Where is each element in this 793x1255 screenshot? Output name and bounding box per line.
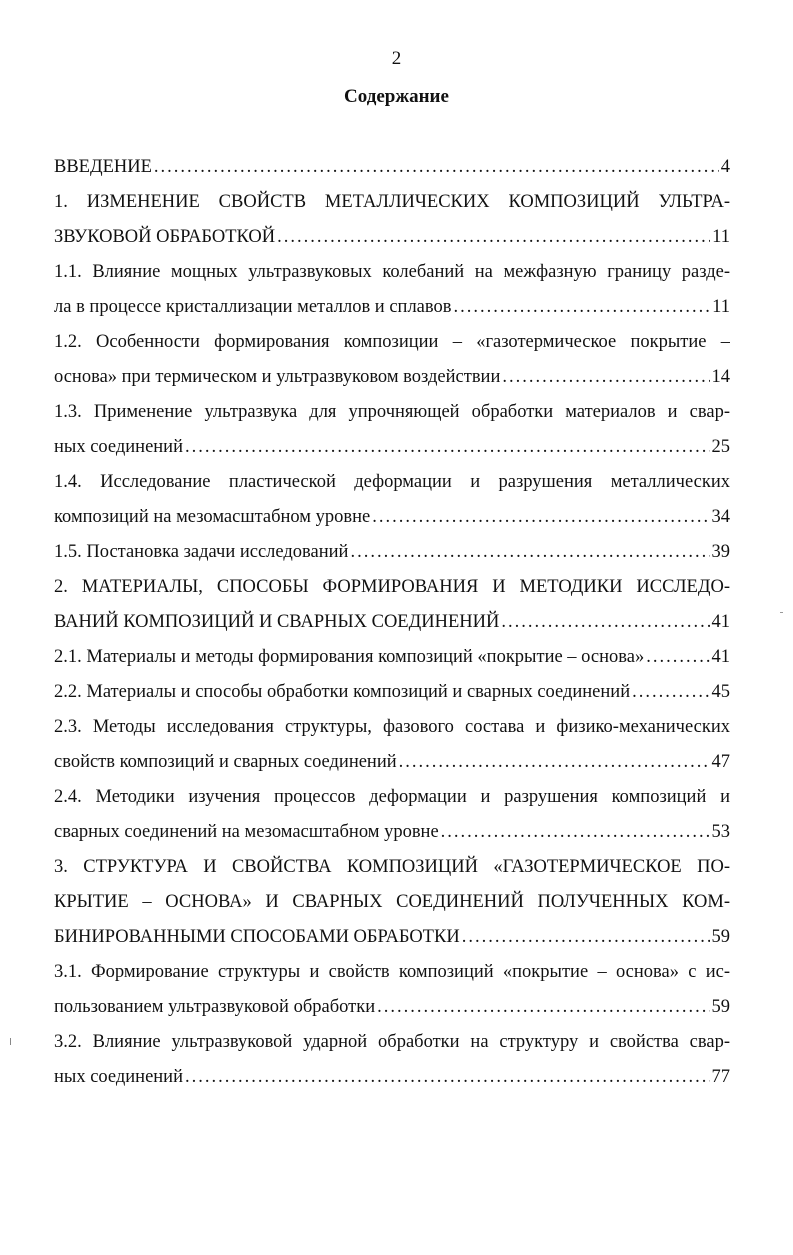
- dot-leader: [632, 675, 709, 710]
- toc-entry-page-number: 11: [712, 227, 730, 247]
- dot-leader: [277, 220, 710, 255]
- toc-entry[interactable]: [54, 850, 730, 955]
- toc-entry-leader-line: [54, 675, 730, 710]
- toc-entry-text: свойств композиций и сварных соединений: [54, 752, 397, 772]
- toc-entry-line: 1.3. Применение ультразвука для упрочняющей обработки материалов и свар-: [54, 402, 730, 422]
- toc-entry-page-number: 41: [711, 647, 730, 667]
- dot-leader: [501, 605, 709, 640]
- scan-artifact: [10, 1038, 11, 1045]
- toc-entry-leader-line: [54, 500, 730, 535]
- toc-entry-page-number: 39: [711, 542, 730, 562]
- dot-leader: [350, 535, 709, 570]
- toc-entry[interactable]: [54, 675, 730, 710]
- toc-entry[interactable]: [54, 570, 730, 640]
- dot-leader: [377, 990, 709, 1025]
- toc-entry-line: 1.2. Особенности формирования композиции – «газотермическое покрытие –: [54, 332, 730, 352]
- dot-leader: [502, 360, 709, 395]
- toc-entry-leader-line: [54, 290, 730, 325]
- dot-leader: [462, 920, 710, 955]
- dot-leader: [441, 815, 710, 850]
- toc-entry-text: 2.2. Материалы и способы обработки композиций и сварных соединений: [54, 682, 631, 702]
- dot-leader: [399, 745, 710, 780]
- toc-entry[interactable]: [54, 150, 730, 185]
- toc-entry-page-number: 41: [711, 612, 730, 632]
- toc-entry-text: ВВЕДЕНИЕ: [54, 157, 152, 177]
- table-of-contents: [54, 150, 730, 1095]
- toc-entry-leader-line: [54, 360, 730, 395]
- toc-entry-text: пользованием ультразвуковой обработки: [54, 997, 376, 1017]
- toc-entry[interactable]: [54, 1025, 730, 1095]
- toc-entry-line: КРЫТИЕ – ОСНОВА» И СВАРНЫХ СОЕДИНЕНИЙ ПОЛУЧЕННЫХ КОМ-: [54, 892, 730, 912]
- toc-entry[interactable]: [54, 255, 730, 325]
- toc-entry[interactable]: [54, 535, 730, 570]
- toc-entry-page-number: 14: [711, 367, 730, 387]
- toc-entry-text: 2.1. Материалы и методы формирования композиций «покрытие – основа»: [54, 647, 645, 667]
- dot-leader: [372, 500, 709, 535]
- toc-entry-leader-line: [54, 745, 730, 780]
- toc-entry[interactable]: [54, 465, 730, 535]
- toc-entry-text: сварных соединений на мезомасштабном уровне: [54, 822, 439, 842]
- toc-entry-text: ВАНИЙ КОМПОЗИЦИЙ И СВАРНЫХ СОЕДИНЕНИЙ: [54, 612, 500, 632]
- toc-entry[interactable]: [54, 780, 730, 850]
- toc-entry-line: 1. ИЗМЕНЕНИЕ СВОЙСТВ МЕТАЛЛИЧЕСКИХ КОМПОЗИЦИЙ УЛЬТРА-: [54, 192, 730, 212]
- toc-entry-leader-line: [54, 990, 730, 1025]
- toc-entry-text: ла в процессе кристаллизации металлов и сплавов: [54, 297, 452, 317]
- toc-entry-page-number: 59: [711, 997, 730, 1017]
- toc-entry[interactable]: [54, 325, 730, 395]
- toc-entry-line: 1.4. Исследование пластической деформации и разрушения металлических: [54, 472, 730, 492]
- dot-leader: [185, 1060, 710, 1095]
- toc-entry[interactable]: [54, 955, 730, 1025]
- toc-entry-text: ных соединений: [54, 1067, 183, 1087]
- toc-entry-page-number: 53: [711, 822, 730, 842]
- toc-entry-leader-line: [54, 920, 730, 955]
- toc-entry-line: 3.1. Формирование структуры и свойств композиций «покрытие – основа» с ис-: [54, 962, 730, 982]
- toc-entry-text: БИНИРОВАННЫМИ СПОСОБАМИ ОБРАБОТКИ: [54, 927, 460, 947]
- toc-entry[interactable]: [54, 640, 730, 675]
- toc-entry-text: ЗВУКОВОЙ ОБРАБОТКОЙ: [54, 227, 276, 247]
- scan-artifact: [780, 612, 783, 613]
- toc-entry-page-number: 77: [711, 1067, 730, 1087]
- dot-leader: [453, 290, 710, 325]
- toc-entry-line: 1.1. Влияние мощных ультразвуковых колебаний на межфазную границу разде-: [54, 262, 730, 282]
- toc-entry-line: 3. СТРУКТУРА И СВОЙСТВА КОМПОЗИЦИЙ «ГАЗОТЕРМИЧЕСКОЕ ПО-: [54, 857, 730, 877]
- toc-entry-text: 1.5. Постановка задачи исследований: [54, 542, 349, 562]
- toc-entry-line: 3.2. Влияние ультразвуковой ударной обработки на структуру и свойства свар-: [54, 1032, 730, 1052]
- toc-entry-leader-line: [54, 220, 730, 255]
- toc-entry-leader-line: [54, 605, 730, 640]
- toc-entry-page-number: 59: [711, 927, 730, 947]
- toc-entry-leader-line: [54, 815, 730, 850]
- dot-leader: [646, 640, 709, 675]
- toc-entry-page-number: 4: [720, 157, 730, 177]
- toc-entry-leader-line: [54, 535, 730, 570]
- toc-entry-page-number: 47: [711, 752, 730, 772]
- toc-entry-page-number: 25: [711, 437, 730, 457]
- toc-entry[interactable]: [54, 710, 730, 780]
- dot-leader: [154, 150, 719, 185]
- toc-entry-leader-line: [54, 1060, 730, 1095]
- toc-entry-text: ных соединений: [54, 437, 183, 457]
- toc-entry[interactable]: [54, 395, 730, 465]
- toc-entry-line: 2.3. Методы исследования структуры, фазового состава и физико-механических: [54, 717, 730, 737]
- toc-entry-leader-line: [54, 150, 730, 185]
- toc-entry-line: 2. МАТЕРИАЛЫ, СПОСОБЫ ФОРМИРОВАНИЯ И МЕТОДИКИ ИССЛЕДО-: [54, 577, 730, 597]
- toc-entry-line: 2.4. Методики изучения процессов деформации и разрушения композиций и: [54, 787, 730, 807]
- page-number: 2: [391, 48, 402, 69]
- toc-entry-leader-line: [54, 430, 730, 465]
- toc-entry-page-number: 11: [712, 297, 730, 317]
- toc-entry[interactable]: [54, 185, 730, 255]
- toc-entry-page-number: 34: [711, 507, 730, 527]
- table-of-contents-title: Содержание: [344, 86, 449, 107]
- toc-entry-text: композиций на мезомасштабном уровне: [54, 507, 371, 527]
- toc-entry-page-number: 45: [711, 682, 730, 702]
- toc-entry-leader-line: [54, 640, 730, 675]
- toc-entry-text: основа» при термическом и ультразвуковом воздействии: [54, 367, 501, 387]
- dot-leader: [185, 430, 710, 465]
